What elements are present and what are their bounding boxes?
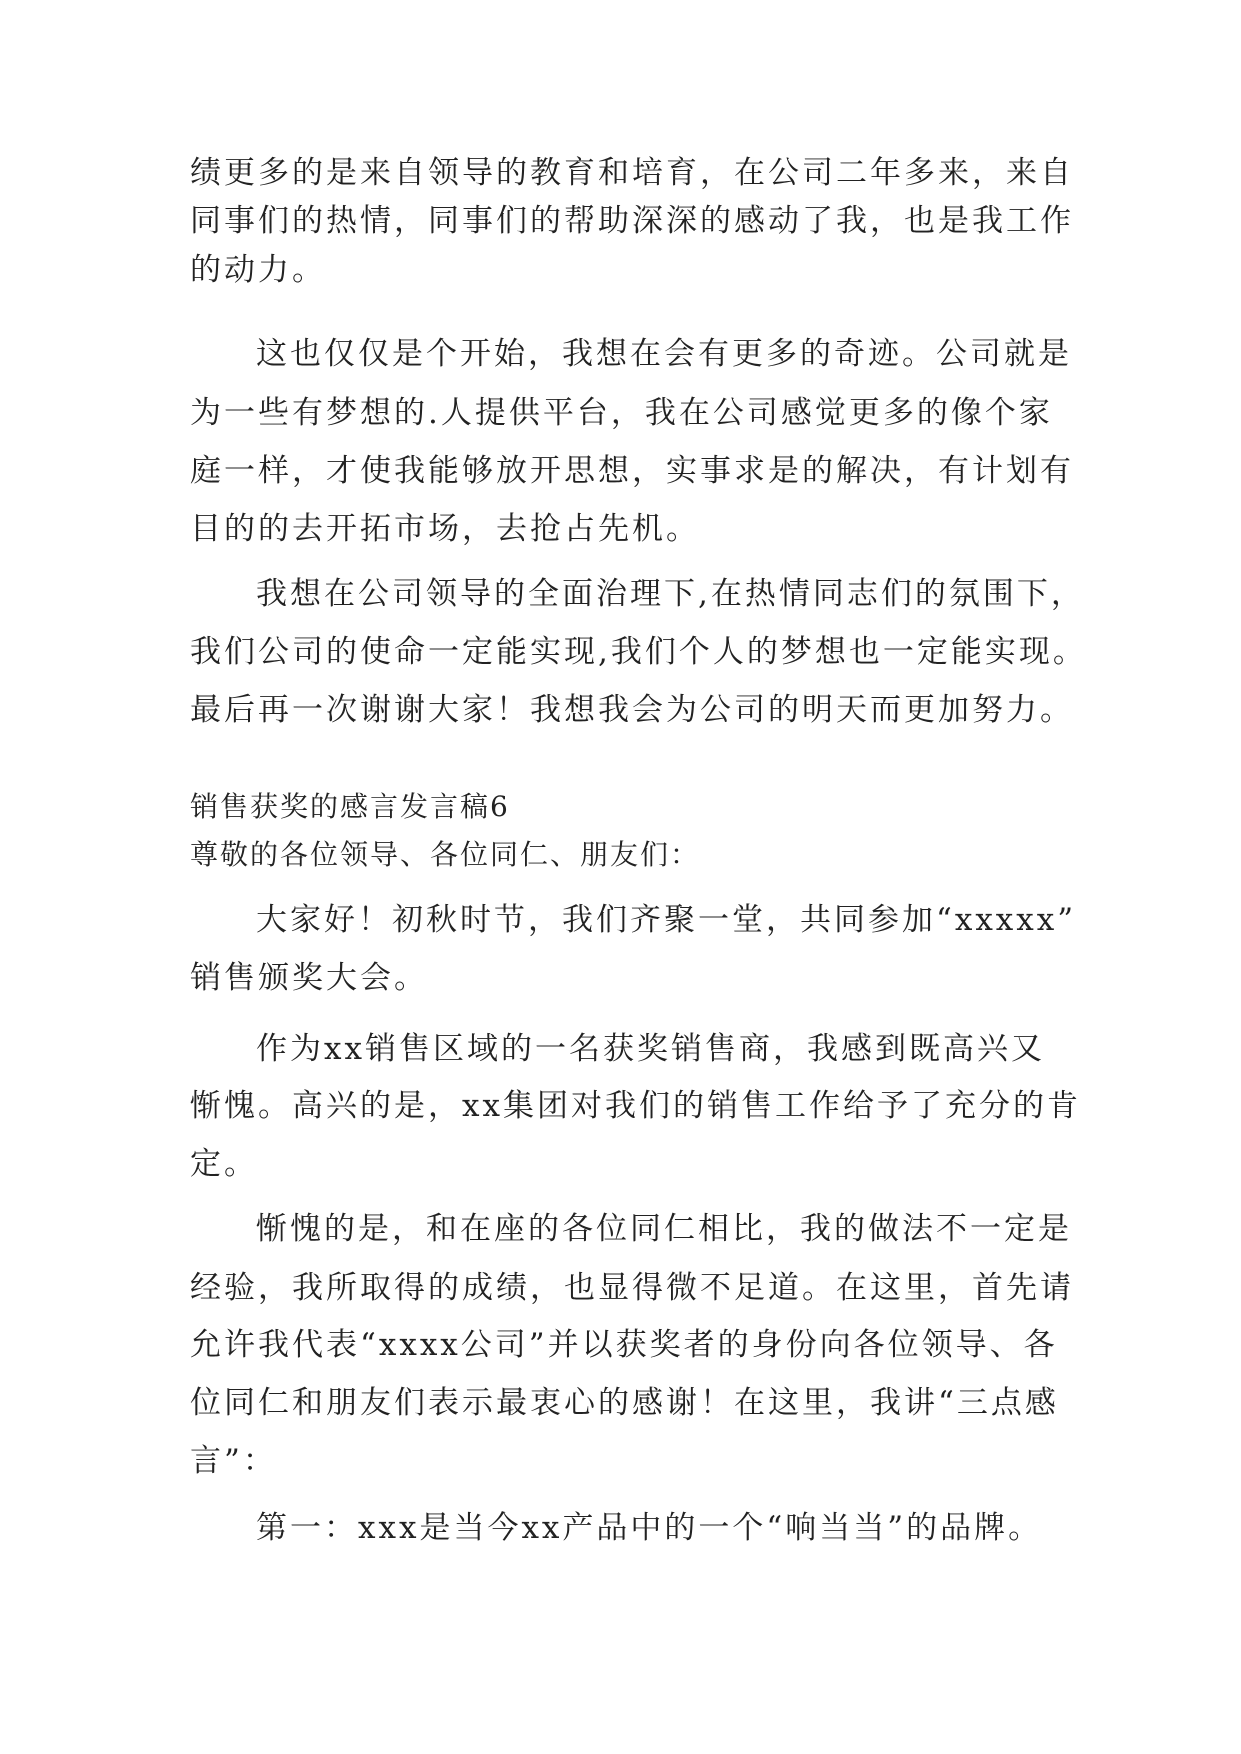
paragraph-line: 绩更多的是来自领导的教育和培育，在公司二年多来，来自 bbox=[190, 155, 1074, 191]
paragraph-line: 允许我代表“xxxx公司”并以获奖者的身份向各位领导、各 bbox=[190, 1327, 1058, 1363]
paragraph-line: 这也仅仅是个开始，我想在会有更多的奇迹。公司就是 bbox=[256, 336, 1072, 372]
paragraph-line: 定。 bbox=[190, 1146, 258, 1182]
salutation: 尊敬的各位领导、各位同仁、朋友们： bbox=[190, 838, 701, 871]
paragraph-line: 为一些有梦想的.人提供平台，我在公司感觉更多的像个家 bbox=[190, 395, 1053, 431]
paragraph-line: 我们公司的使命一定能实现,我们个人的梦想也一定能实现。 bbox=[190, 634, 1087, 670]
paragraph-line: 作为xx销售区域的一名获奖销售商，我感到既高兴又 bbox=[256, 1031, 1045, 1067]
paragraph-line: 言”： bbox=[190, 1443, 277, 1479]
paragraph-line: 我想在公司领导的全面治理下,在热情同志们的氛围下， bbox=[256, 576, 1085, 612]
paragraph-line: 惭愧的是，和在座的各位同仁相比，我的做法不一定是 bbox=[256, 1211, 1072, 1247]
paragraph-line: 经验，我所取得的成绩，也显得微不足道。在这里，首先请 bbox=[190, 1270, 1074, 1306]
section-title: 销售获奖的感言发言稿6 bbox=[190, 790, 510, 823]
paragraph-line: 第一：xxx是当今xx产品中的一个“响当当”的品牌。 bbox=[256, 1510, 1043, 1546]
paragraph-line: 最后再一次谢谢大家！我想我会为公司的明天而更加努力。 bbox=[190, 692, 1074, 728]
paragraph-line: 庭一样，才使我能够放开思想，实事求是的解决，有计划有 bbox=[190, 453, 1074, 489]
paragraph-line: 惭愧。高兴的是，xx集团对我们的销售工作给予了充分的肯 bbox=[190, 1088, 1081, 1124]
paragraph-line: 同事们的热情，同事们的帮助深深的感动了我，也是我工作 bbox=[190, 203, 1074, 239]
paragraph-line: 大家好！初秋时节，我们齐聚一堂，共同参加“xxxxx” bbox=[256, 902, 1077, 938]
paragraph-line: 销售颁奖大会。 bbox=[190, 960, 428, 996]
paragraph-line: 的动力。 bbox=[190, 252, 326, 288]
paragraph-line: 目的的去开拓市场，去抢占先机。 bbox=[190, 511, 700, 547]
paragraph-line: 位同仁和朋友们表示最衷心的感谢！在这里，我讲“三点感 bbox=[190, 1385, 1059, 1421]
